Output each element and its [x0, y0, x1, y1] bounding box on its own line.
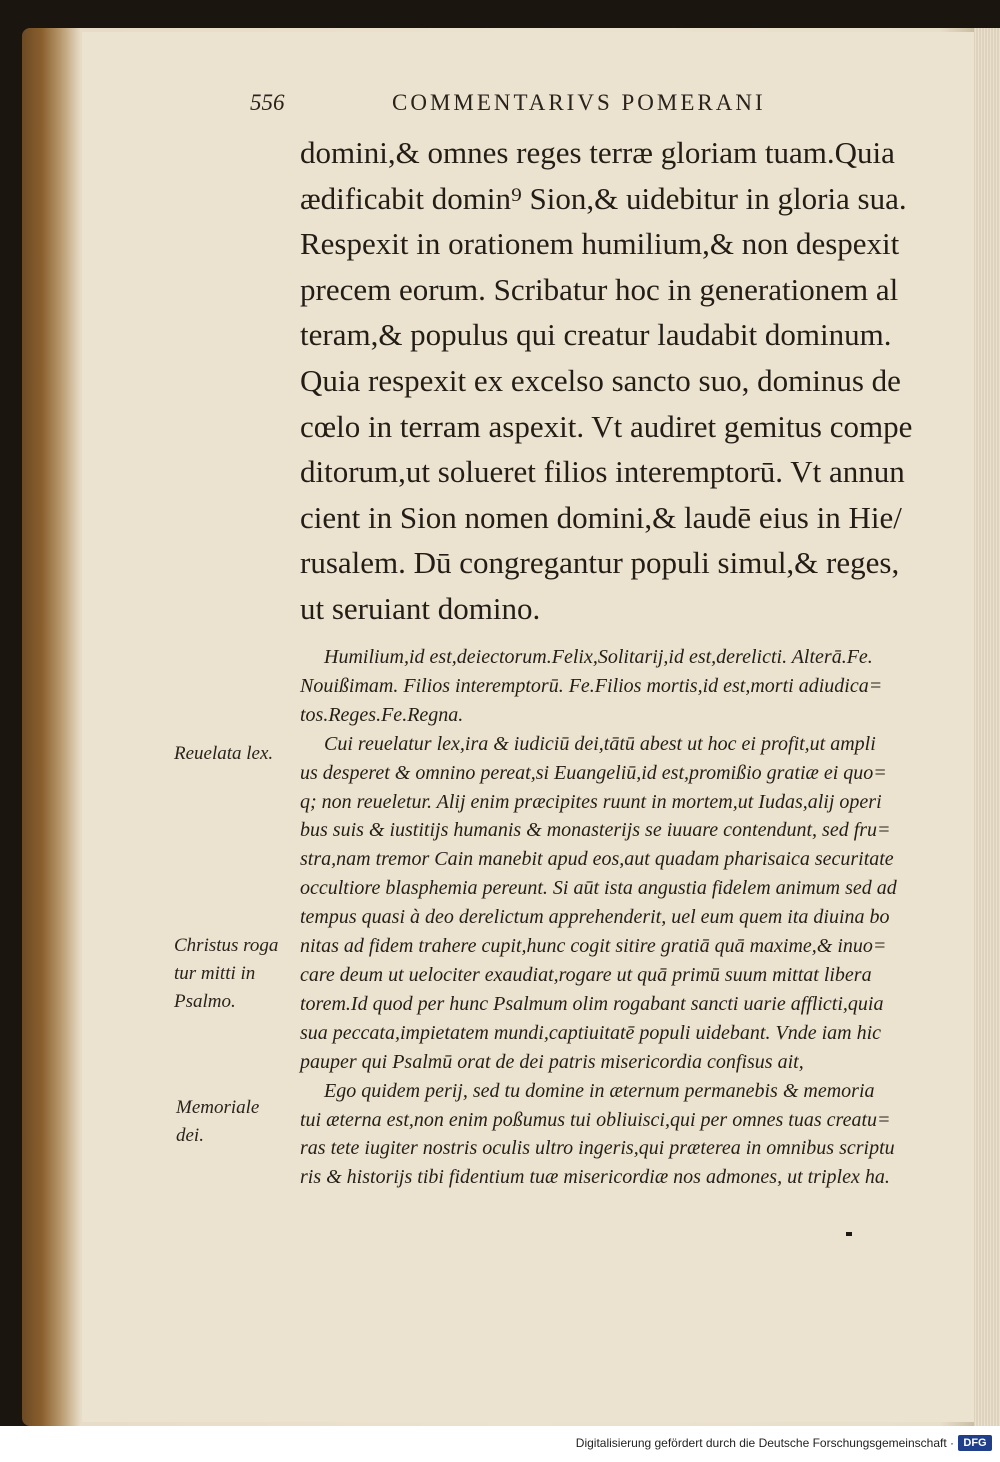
psalm-text: [300, 130, 960, 632]
dfg-logo: DFG: [958, 1435, 992, 1451]
text-line: rusalem. Dū congregantur populi simul,& reges,: [300, 545, 900, 581]
commentary-line: nitas ad fidem trahere cupit,hunc cogit sitire gratiā quā maxime,& inuo=: [300, 935, 887, 958]
marginal-note-christus: [174, 932, 278, 1016]
text-line: cœlo in terram aspexit. Vt audiret gemitus compe: [300, 408, 913, 444]
margin-line: Psalmo.: [174, 991, 236, 1012]
text-line: precem eorum. Scribatur hoc in generationem al: [300, 271, 899, 307]
commentary-line: care deum ut uelociter exaudiat,rogare ut quā primū suum mittat libera: [300, 963, 872, 986]
marginal-note-reuelata: [174, 740, 273, 768]
commentary-line: Ego quidem perij, sed tu domine in æternum permanebis & memoria: [324, 1079, 875, 1102]
commentary-line: q; non reueletur. Alij enim præcipites ruunt in mortem,ut Iudas,alij operi: [300, 790, 882, 813]
gloss-line: Humilium,id est,deiectorum.Felix,Solitarij,id est,derelicti. Alterā.Fe.: [324, 646, 873, 668]
gloss-line: tos.Reges.Fe.Regna.: [300, 703, 464, 726]
commentary-line: pauper qui Psalmū orat de dei patris misericordia confisus ait,: [300, 1050, 804, 1073]
text-line: Respexit in orationem humilium,& non despexit: [300, 226, 900, 262]
commentary-line: tui æterna est,non enim poßumus tui obliuisci,qui per omnes tuas creatu=: [300, 1108, 891, 1131]
commentary-line: us desperet & omnino pereat,si Euangeliū,id est,promißio gratiæ ei quo=: [300, 761, 887, 784]
text-line: ditorum,ut solueret filios interemptorū. Vt annun: [300, 454, 905, 490]
funding-credit: Digitalisierung gefördert durch die Deutsche Forschungsgemeinschaft ·: [575, 1436, 954, 1450]
commentary-line: Cui reuelatur lex,ira & iudiciū dei,tātū abest ut hoc ei profit,ut ampli: [324, 732, 876, 755]
footer-bar: [0, 1426, 1000, 1462]
text-line: ut seruiant domino.: [300, 590, 541, 626]
text-line: Quia respexit ex excelso sancto suo, dominus de: [300, 362, 901, 398]
commentary-line: ras tete iugiter nostris oculis ultro ingeris,qui præterea in omnibus scriptu: [300, 1137, 895, 1160]
margin-line: dei.: [176, 1125, 204, 1146]
text-line: cient in Sion nomen domini,& laudē eius in Hie/: [300, 499, 902, 535]
margin-line: Reuelata lex.: [174, 743, 274, 764]
commentary-line: stra,nam tremor Cain manebit apud eos,aut quadam pharisaica securitate: [300, 848, 894, 871]
commentary-block: [300, 643, 960, 1192]
margin-line: tur mitti in: [174, 963, 256, 984]
text-line: domini,& omnes reges terræ gloriam tuam.Quia: [300, 135, 895, 170]
gloss-line: Nouißimam. Filios interemptorū. Fe.Filios mortis,id est,morti adiudica=: [300, 674, 883, 697]
text-line: ædificabit domin⁹ Sion,& uidebitur in gloria sua.: [300, 180, 907, 216]
commentary-line: torem.Id quod per hunc Psalmum olim rogabant sancti uarie afflicti,quia: [300, 992, 884, 1015]
margin-line: Memoriale: [176, 1097, 260, 1118]
commentary-line: tempus quasi à deo derelictum apprehenderit, uel eum quem ita diuina bo: [300, 906, 890, 929]
ink-mark: [846, 1232, 852, 1236]
text-line: teram,& populus qui creatur laudabit dominum.: [300, 317, 892, 353]
running-title: COMMENTARIVS POMERANI: [392, 90, 766, 115]
commentary-line: sua peccata,impietatem mundi,captiuitatē populi uidebant. Vnde iam hic: [300, 1021, 882, 1044]
page-number: 556: [250, 90, 285, 115]
commentary-line: bus suis & iustitijs humanis & monasterijs se iuuare contendunt, sed fru=: [300, 819, 891, 842]
marginal-note-memoriale: [176, 1094, 259, 1150]
page-edges: [974, 28, 1000, 1426]
commentary-line: ris & historijs tibi fidentium tuæ misericordiæ nos admones, ut triplex ha.: [300, 1166, 890, 1189]
commentary-line: occultiore blasphemia pereunt. Si aūt ista angustia fidelem animum sed ad: [300, 877, 897, 900]
margin-line: Christus roga: [174, 935, 279, 956]
